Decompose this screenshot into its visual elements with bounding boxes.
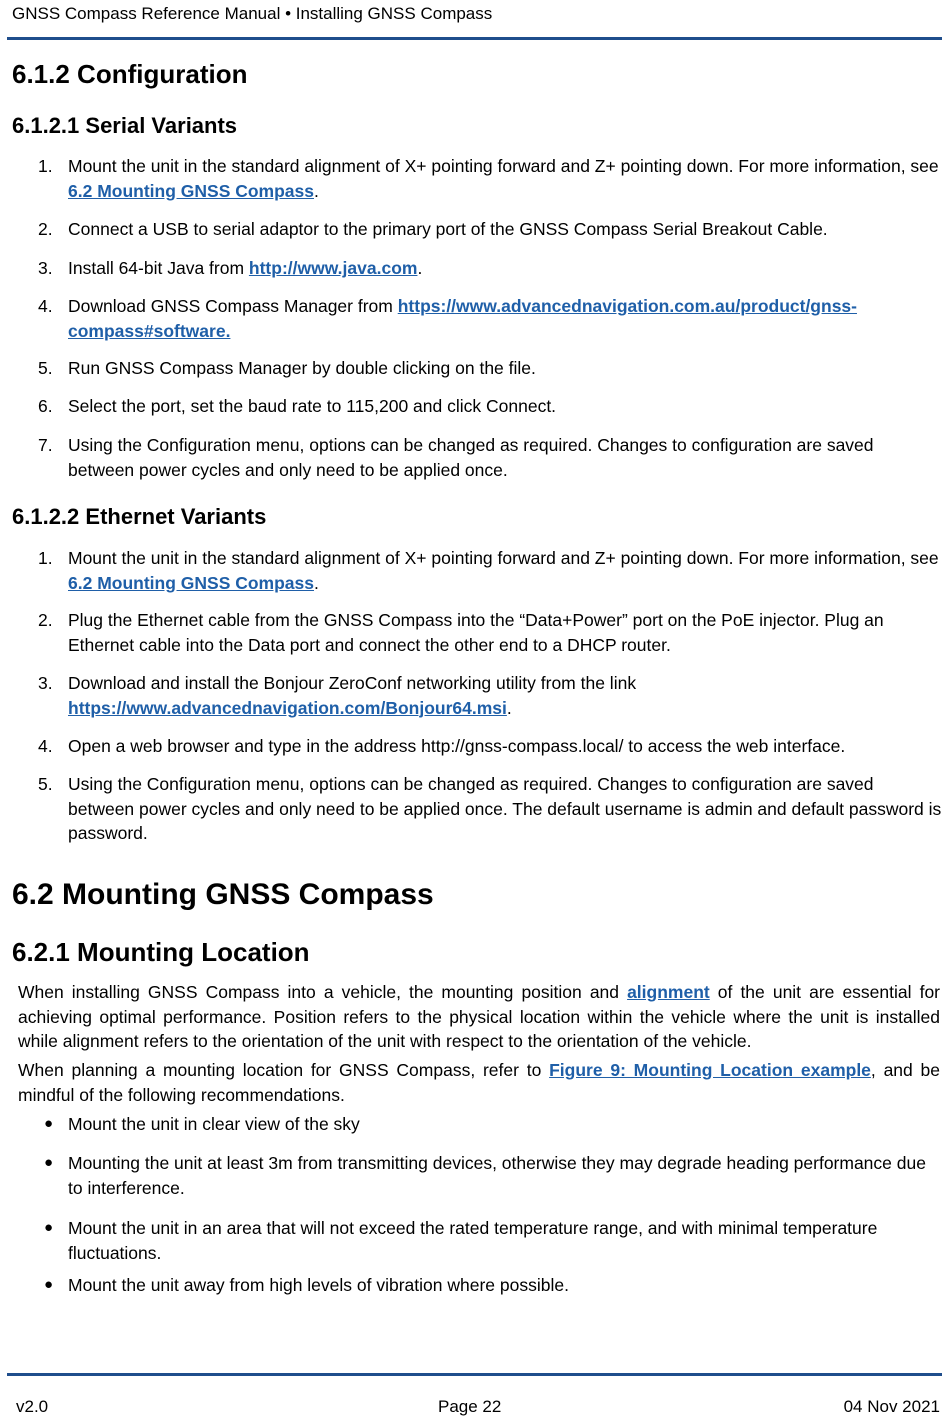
- header-rule: [7, 37, 942, 40]
- bullet-text: Mount the unit in an area that will not exceed the rated temperature range, and with minimal temperature fluctuations.: [68, 1218, 878, 1263]
- list-text-suffix: .: [417, 258, 423, 278]
- heading-6-1-2-1: 6.1.2.1 Serial Variants: [12, 113, 238, 138]
- paragraph-text: of the unit are essential for achieving optimal performance. Position refers to the physical location within the vehicle where the unit is installed while alignment refers to the orientation of the unit with respect to the orientation of the vehicle.: [18, 982, 941, 1051]
- list-text: Using the Configuration menu, options can be changed as required. Changes to configuration are saved between power cycles and only need to be applied once.: [68, 435, 874, 480]
- list-number: 6.: [38, 396, 53, 416]
- list-number: 7.: [38, 435, 53, 455]
- footer-date: 04 Nov 2021: [843, 1397, 940, 1416]
- list-number: 1.: [38, 156, 53, 176]
- paragraph-text: When installing GNSS Compass into a vehicle, the mounting position and: [18, 982, 628, 1002]
- list-number: 1.: [38, 548, 53, 568]
- list-text-suffix: .: [314, 180, 319, 201]
- heading-6-1-2-2: 6.1.2.2 Ethernet Variants: [12, 504, 267, 529]
- link-mounting-section[interactable]: 6.2 Mounting GNSS Compass: [68, 180, 314, 201]
- list-text: Install 64-bit Java from: [68, 258, 249, 278]
- list-text: Mount the unit in the standard alignment of X+ pointing forward and Z+ pointing down. For more information, see: [68, 548, 939, 568]
- bullet-dot: ●: [44, 1219, 54, 1236]
- bullet-dot: ●: [44, 1115, 54, 1132]
- bullet-text: Mounting the unit at least 3m from transmitting devices, otherwise they may degrade heading performance due to interference.: [68, 1153, 926, 1198]
- link-bonjour[interactable]: https://www.advancednavigation.com/Bonjour64.msi: [68, 697, 507, 718]
- list-number: 3.: [38, 258, 53, 278]
- list-text: Mount the unit in the standard alignment of X+ pointing forward and Z+ pointing down. For more information, see: [68, 156, 939, 176]
- bullet-dot: ●: [44, 1154, 54, 1171]
- list-number: 4.: [38, 296, 53, 316]
- list-text-suffix: .: [314, 572, 319, 593]
- running-header: GNSS Compass Reference Manual • Installing GNSS Compass: [12, 4, 493, 23]
- list-text: Select the port, set the baud rate to 115,200 and click Connect.: [68, 396, 557, 416]
- bullet-dot: ●: [44, 1276, 54, 1293]
- bullet-text: Mount the unit away from high levels of vibration where possible.: [68, 1275, 569, 1295]
- link-figure-9[interactable]: Figure 9: Mounting Location example: [549, 1060, 871, 1080]
- list-text: Run GNSS Compass Manager by double clicking on the file.: [68, 358, 536, 378]
- footer-page-number: Page 22: [438, 1397, 502, 1416]
- list-number: 5.: [38, 358, 53, 378]
- paragraph-mounting-intro: [18, 980, 940, 1054]
- link-mounting-section[interactable]: 6.2 Mounting GNSS Compass: [68, 572, 314, 593]
- paragraph-text: When planning a mounting location for GNSS Compass, refer to: [18, 1060, 550, 1080]
- heading-6-2: 6.2 Mounting GNSS Compass: [12, 878, 434, 911]
- list-number: 4.: [38, 736, 53, 756]
- bullet-text: Mount the unit in clear view of the sky: [68, 1114, 360, 1134]
- list-number: 2.: [38, 610, 53, 630]
- link-alignment[interactable]: alignment: [627, 982, 710, 1002]
- link-java[interactable]: http://www.java.com: [248, 258, 418, 278]
- link-gnss-compass-software[interactable]: https://www.advancednavigation.com.au/product/gnss-compass#software.: [68, 296, 857, 341]
- list-number: 3.: [38, 673, 53, 693]
- paragraph-text: , and be mindful of the following recommendations.: [18, 1060, 941, 1105]
- list-text-suffix: .: [506, 697, 512, 718]
- footer-version: v2.0: [16, 1397, 49, 1416]
- list-text: Plug the Ethernet cable from the GNSS Compass into the “Data+Power” port on the PoE injector. Plug an Ethernet cable into the Data port and connect the other end to a DHCP router.: [68, 610, 884, 655]
- list-text: Download and install the Bonjour ZeroConf networking utility from the link: [68, 673, 637, 693]
- heading-6-1-2: 6.1.2 Configuration: [12, 59, 248, 89]
- paragraph-mounting-planning: [18, 1058, 940, 1107]
- heading-6-2-1: 6.2.1 Mounting Location: [12, 937, 310, 967]
- list-text: Using the Configuration menu, options can be changed as required. Changes to configuration are saved between power cycles and only need to be applied once. The default username is admin and default password is password.: [68, 774, 942, 843]
- list-text: Download GNSS Compass Manager from: [68, 296, 398, 316]
- list-text: Open a web browser and type in the address http://gnss-compass.local/ to access the web interface.: [68, 736, 846, 756]
- list-number: 2.: [38, 219, 53, 239]
- list-text: Connect a USB to serial adaptor to the primary port of the GNSS Compass Serial Breakout Cable.: [68, 219, 828, 239]
- footer-rule: [7, 1373, 942, 1376]
- list-number: 5.: [38, 774, 53, 794]
